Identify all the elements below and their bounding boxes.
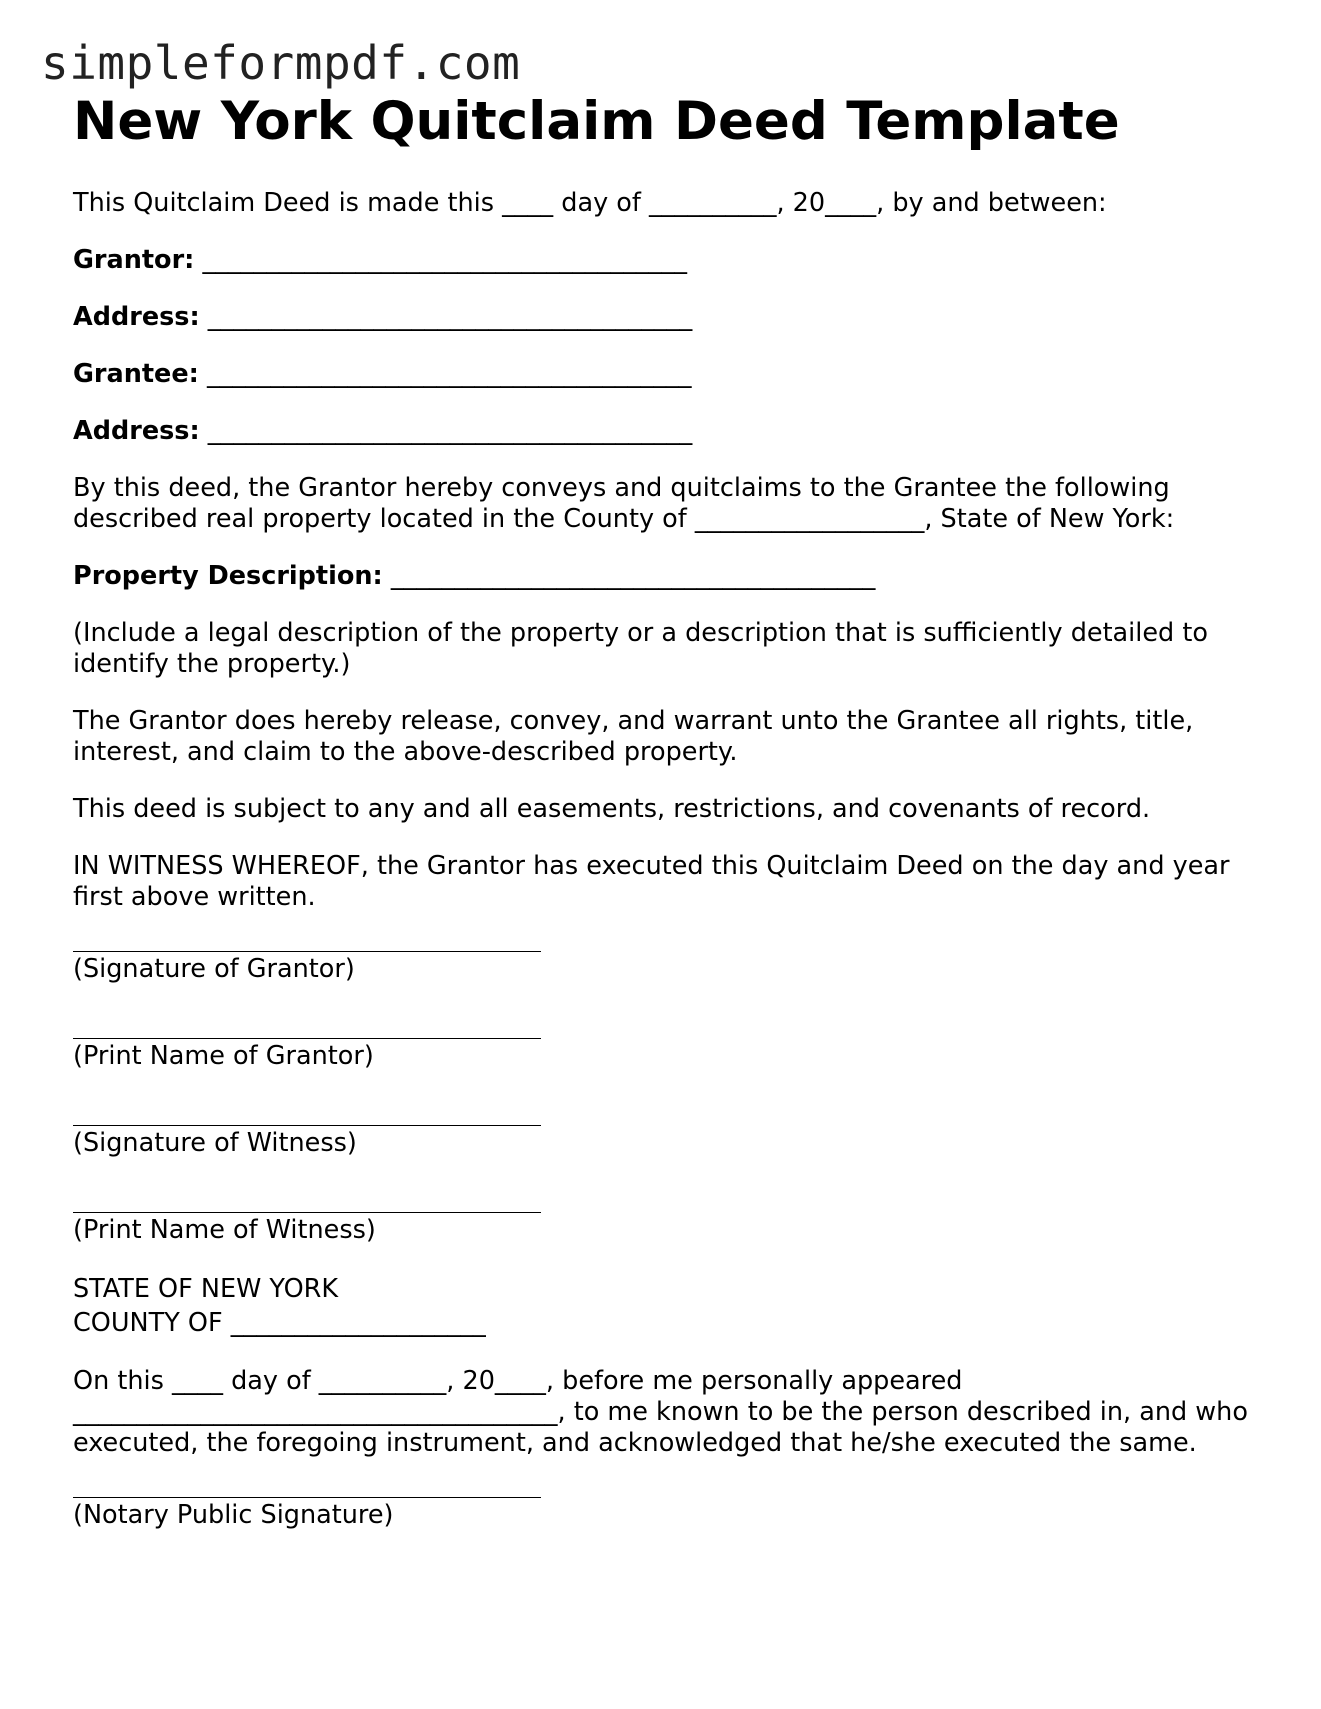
grantee-label: Grantee: — [73, 359, 199, 389]
grantee-blank[interactable]: ______________________________________ — [206, 359, 692, 389]
witness-signature-line[interactable] — [73, 1125, 541, 1126]
release-paragraph: The Grantor does hereby release, convey, and warrant unto the Grantee all rights, title, interest, and claim to the above-described property. — [73, 706, 1194, 767]
subject-paragraph: This deed is subject to any and all easements, restrictions, and covenants of record. — [73, 794, 1151, 824]
property-description-label: Property Description: — [73, 561, 383, 591]
grantee-address-blank[interactable]: ______________________________________ — [207, 416, 693, 446]
grantee-address-field — [73, 416, 1253, 447]
grantee-field — [73, 359, 1253, 390]
site-watermark: simpleformpdf.com — [41, 36, 521, 90]
grantor-print-name-line[interactable] — [73, 1038, 541, 1039]
witness-clause: IN WITNESS WHEREOF, the Grantor has executed this Quitclaim Deed on the day and year first above written. — [73, 851, 1230, 912]
grantor-field — [73, 245, 1253, 276]
grantor-address-label: Address: — [73, 302, 200, 332]
grantor-address-field — [73, 302, 1253, 333]
page-title: New York Quitclaim Deed Template — [73, 91, 1120, 152]
notary-venue — [73, 1272, 1253, 1340]
grantor-blank[interactable]: ______________________________________ — [202, 245, 687, 275]
deed-body — [73, 188, 1253, 1531]
witness-print-name-line[interactable] — [73, 1212, 541, 1213]
intro-paragraph: This Quitclaim Deed is made this ____ day of __________, 20____, by and between: — [73, 188, 1107, 218]
grantee-address-label: Address: — [73, 416, 200, 446]
notary-signature-line[interactable] — [73, 1497, 541, 1498]
grantor-label: Grantor: — [73, 245, 195, 275]
property-description-field — [73, 561, 1253, 592]
grantor-signature-line[interactable] — [73, 951, 541, 952]
conveyance-paragraph: By this deed, the Grantor hereby conveys and quitclaims to the Grantee the following described real property located in the County of __________________, State of New York: — [73, 473, 1175, 534]
signature-block — [73, 951, 1253, 1246]
witness-print-name-caption: (Print Name of Witness) — [73, 1215, 376, 1245]
notary-acknowledgment: On this ____ day of __________, 20____, before me personally appeared ______________________________________, to me known to be the person described in, and who executed, the foregoing instrument, and acknowledged that he/she executed the same. — [73, 1366, 1248, 1458]
notary-county: COUNTY OF ____________________ — [73, 1308, 486, 1338]
witness-signature-caption: (Signature of Witness) — [73, 1128, 357, 1158]
notary-state: STATE OF NEW YORK — [73, 1274, 339, 1304]
property-note: (Include a legal description of the property or a description that is sufficiently detailed to identify the property.) — [73, 618, 1208, 679]
grantor-print-name-caption: (Print Name of Grantor) — [73, 1041, 374, 1071]
property-description-blank[interactable]: ______________________________________ — [390, 561, 876, 591]
notary-signature-block — [73, 1497, 1253, 1531]
grantor-signature-caption: (Signature of Grantor) — [73, 954, 355, 984]
notary-signature-caption: (Notary Public Signature) — [73, 1500, 394, 1530]
grantor-address-blank[interactable]: ______________________________________ — [207, 302, 693, 332]
